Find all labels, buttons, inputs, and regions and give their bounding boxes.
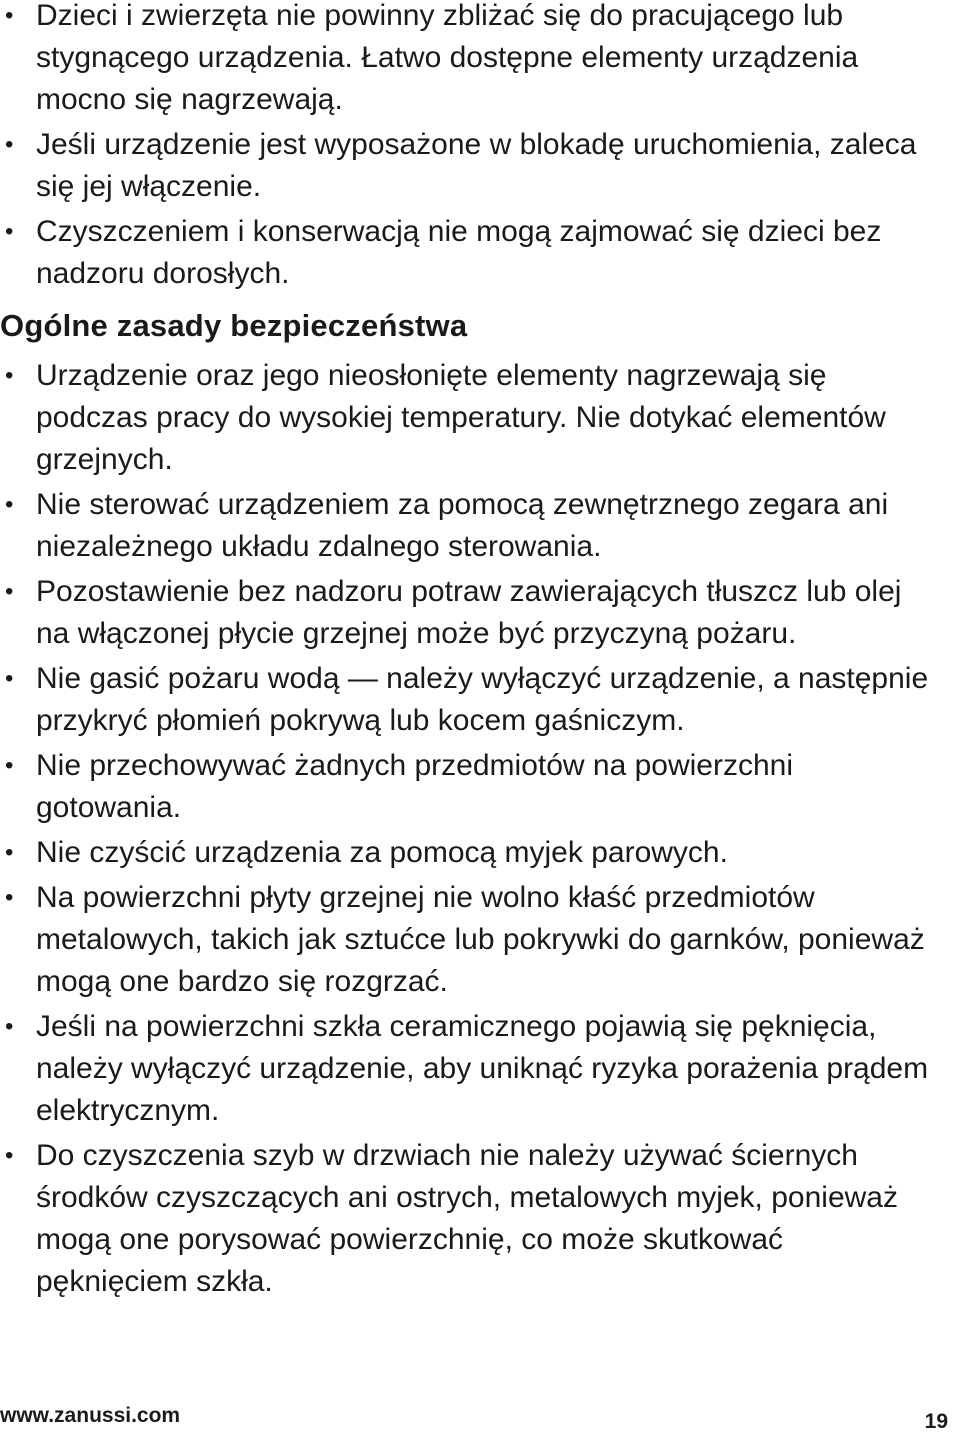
list-item-text: Nie gasić pożaru wodą — należy wyłączyć urządzenie, a następnie przykryć płomień pokrywą lub kocem gaśniczym. (36, 662, 929, 737)
intro-bullet-list (0, 0, 940, 298)
list-item (0, 355, 940, 481)
bullet-icon: • (5, 578, 14, 605)
bullet-icon: • (5, 839, 14, 866)
list-item (0, 484, 940, 568)
bullet-icon: • (5, 362, 14, 389)
list-item-text: Jeśli na powierzchni szkła ceramicznego pojawią się pęknięcia, należy wyłączyć urządzenie, aby uniknąć ryzyka porażenia prądem elektrycznym. (36, 1010, 929, 1127)
list-item-text: Nie sterować urządzeniem za pomocą zewnętrznego zegara ani niezależnego układu zdalnego sterowania. (36, 488, 889, 563)
list-item (0, 745, 940, 829)
bullet-icon: • (5, 491, 14, 518)
list-item (0, 832, 940, 874)
list-item-text: Czyszczeniem i konserwacją nie mogą zajmować się dzieci bez nadzoru dorosłych. (36, 215, 882, 290)
list-item (0, 877, 940, 1003)
footer-website: www.zanussi.com (0, 1404, 181, 1427)
bullet-icon: • (5, 884, 14, 911)
list-item (0, 658, 940, 742)
list-item-text: Nie przechowywać żadnych przedmiotów na powierzchni gotowania. (36, 749, 794, 824)
list-item-text: Nie czyścić urządzenia za pomocą myjek parowych. (36, 836, 728, 869)
list-item (0, 571, 940, 655)
bullet-icon: • (5, 665, 14, 692)
list-item (0, 1006, 940, 1132)
list-item-text: Do czyszczenia szyb w drzwiach nie należy używać ściernych środków czyszczących ani ostrych, metalowych myjek, ponieważ mogą one porysować powierzchnię, co może skutkować pęknięciem szkła. (36, 1139, 898, 1298)
bullet-icon: • (5, 2, 14, 29)
list-item (0, 0, 940, 121)
list-item (0, 124, 940, 208)
bullet-icon: • (5, 1142, 14, 1169)
list-item-text: Dzieci i zwierzęta nie powinny zbliżać się do pracującego lub stygnącego urządzenia. Łatwo dostępne elementy urządzenia mocno się nagrzewają. (36, 0, 859, 116)
section-heading: Ogólne zasady bezpieczeństwa (0, 308, 468, 343)
safety-bullet-list (0, 355, 940, 1306)
list-item-text: Urządzenie oraz jego nieosłonięte elementy nagrzewają się podczas pracy do wysokiej temperatury. Nie dotykać elementów grzejnych. (36, 359, 886, 476)
bullet-icon: • (5, 131, 14, 158)
page-number: 19 (924, 1410, 948, 1433)
list-item-text: Jeśli urządzenie jest wyposażone w blokadę uruchomienia, zaleca się jej włączenie. (36, 128, 917, 203)
list-item-text: Na powierzchni płyty grzejnej nie wolno kłaść przedmiotów metalowych, takich jak sztućce lub pokrywki do garnków, ponieważ mogą one bardzo się rozgrzać. (36, 881, 925, 998)
list-item (0, 1135, 940, 1303)
list-item (0, 211, 940, 295)
bullet-icon: • (5, 1013, 14, 1040)
bullet-icon: • (5, 752, 14, 779)
bullet-icon: • (5, 218, 14, 245)
list-item-text: Pozostawienie bez nadzoru potraw zawierających tłuszcz lub olej na włączonej płycie grzejnej może być przyczyną pożaru. (36, 575, 902, 650)
